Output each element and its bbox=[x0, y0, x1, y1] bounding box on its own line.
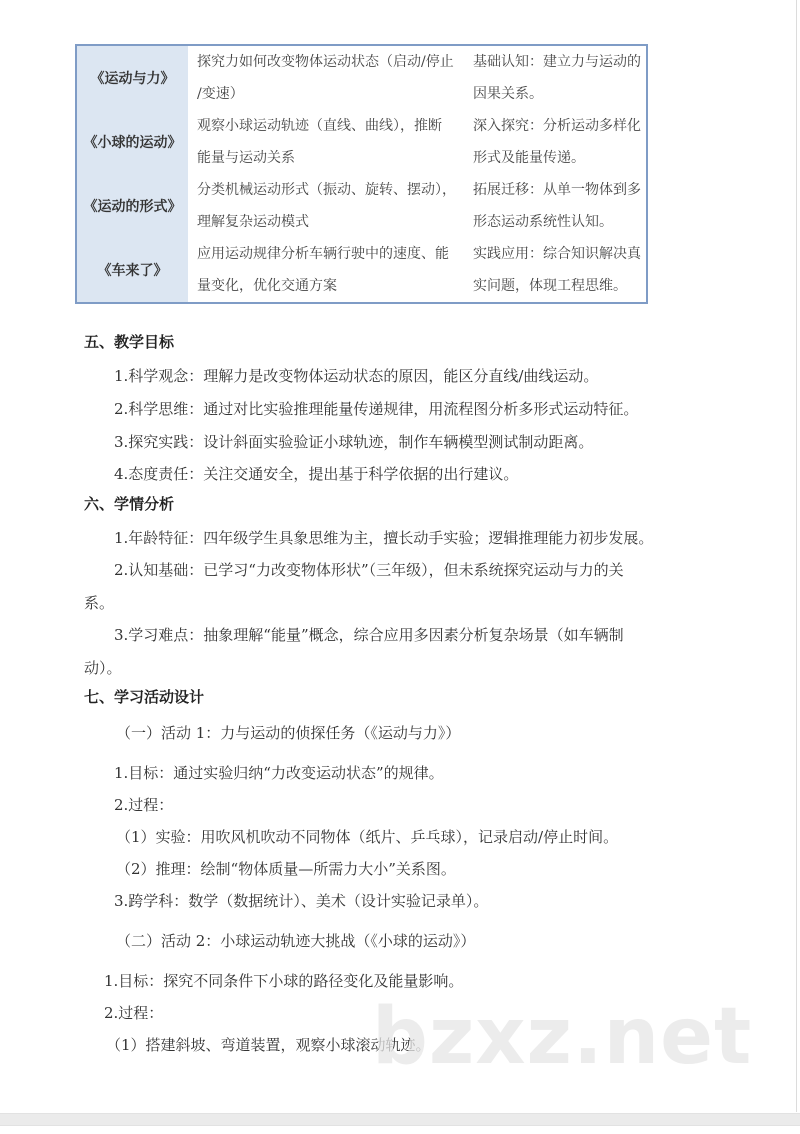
section-heading-learner-analysis: 六、学情分析 bbox=[84, 495, 175, 513]
analysis-item: 2.认知基础：已学习“力改变物体形状”（三年级），但未系统探究运动与力的关 bbox=[114, 561, 624, 579]
unit-goal: 拓展迁移：从单一物体到多 形态运动系统性认知。 bbox=[473, 182, 641, 230]
unit-title: 《车来了》 bbox=[76, 238, 188, 303]
page-separator bbox=[0, 1113, 800, 1126]
analysis-item-continuation: 系。 bbox=[84, 594, 115, 612]
activity-process-label: 2.过程： bbox=[104, 1004, 164, 1022]
section-heading-teaching-goals: 五、教学目标 bbox=[84, 333, 175, 351]
unit-description: 分类机械运动形式（振动、旋转、摆动）， 理解复杂运动模式 bbox=[197, 182, 456, 230]
unit-overview-table bbox=[75, 44, 648, 304]
analysis-item: 3.学习难点：抽象理解“能量”概念，综合应用多因素分析复杂场景（如车辆制 bbox=[114, 626, 624, 644]
activity-title: （二）活动 2：小球运动轨迹大挑战（《小球的运动》） bbox=[116, 932, 476, 950]
goal-item: 4.态度责任：关注交通安全，提出基于科学依据的出行建议。 bbox=[114, 465, 519, 483]
unit-description: 应用运动规律分析车辆行驶中的速度、能 量变化，优化交通方案 bbox=[197, 246, 449, 294]
unit-goal: 深入探究：分析运动多样化 形式及能量传递。 bbox=[473, 118, 641, 166]
unit-title: 《小球的运动》 bbox=[76, 110, 188, 174]
activity-goal: 1.目标：探究不同条件下小球的路径变化及能量影响。 bbox=[104, 972, 464, 990]
activity-step: （1）搭建斜坡、弯道装置，观察小球滚动轨迹。 bbox=[106, 1036, 431, 1054]
section-heading-activity-design: 七、学习活动设计 bbox=[84, 688, 205, 706]
unit-description: 探究力如何改变物体运动状态（启动/停止 /变速） bbox=[197, 54, 454, 102]
unit-title: 《运动与力》 bbox=[76, 45, 188, 110]
unit-description: 观察小球运动轨迹（直线、曲线），推断 能量与运动关系 bbox=[197, 118, 442, 166]
analysis-item: 1.年龄特征：四年级学生具象思维为主，擅长动手实验；逻辑推理能力初步发展。 bbox=[114, 529, 654, 547]
analysis-item-continuation: 动）。 bbox=[84, 659, 122, 677]
activity-process-label: 2.过程： bbox=[114, 796, 174, 814]
activity-step: （1）实验：用吹风机吹动不同物体（纸片、乒乓球），记录启动/停止时间。 bbox=[116, 828, 619, 846]
unit-title: 《运动的形式》 bbox=[76, 174, 188, 238]
activity-title: （一）活动 1：力与运动的侦探任务（《运动与力》） bbox=[116, 724, 461, 742]
activity-step: （2）推理：绘制“物体质量—所需力大小”关系图。 bbox=[116, 860, 456, 878]
table-row bbox=[76, 45, 647, 110]
activity-goal: 1.目标：通过实验归纳“力改变运动状态”的规律。 bbox=[114, 764, 444, 782]
goal-item: 3.探究实践：设计斜面实验验证小球轨迹，制作车辆模型测试制动距离。 bbox=[114, 433, 594, 451]
table-row bbox=[76, 110, 647, 174]
watermark: bzxz.net bbox=[372, 992, 753, 1082]
table-row bbox=[76, 238, 647, 303]
unit-goal: 基础认知：建立力与运动的 因果关系。 bbox=[473, 54, 641, 102]
activity-cross-discipline: 3.跨学科：数学（数据统计）、美术（设计实验记录单）。 bbox=[114, 892, 489, 910]
goal-item: 2.科学思维：通过对比实验推理能量传递规律，用流程图分析多形式运动特征。 bbox=[114, 400, 639, 418]
goal-item: 1.科学观念：理解力是改变物体运动状态的原因，能区分直线/曲线运动。 bbox=[114, 367, 599, 385]
unit-goal: 实践应用：综合知识解决真 实问题，体现工程思维。 bbox=[473, 246, 641, 294]
table-row bbox=[76, 174, 647, 238]
